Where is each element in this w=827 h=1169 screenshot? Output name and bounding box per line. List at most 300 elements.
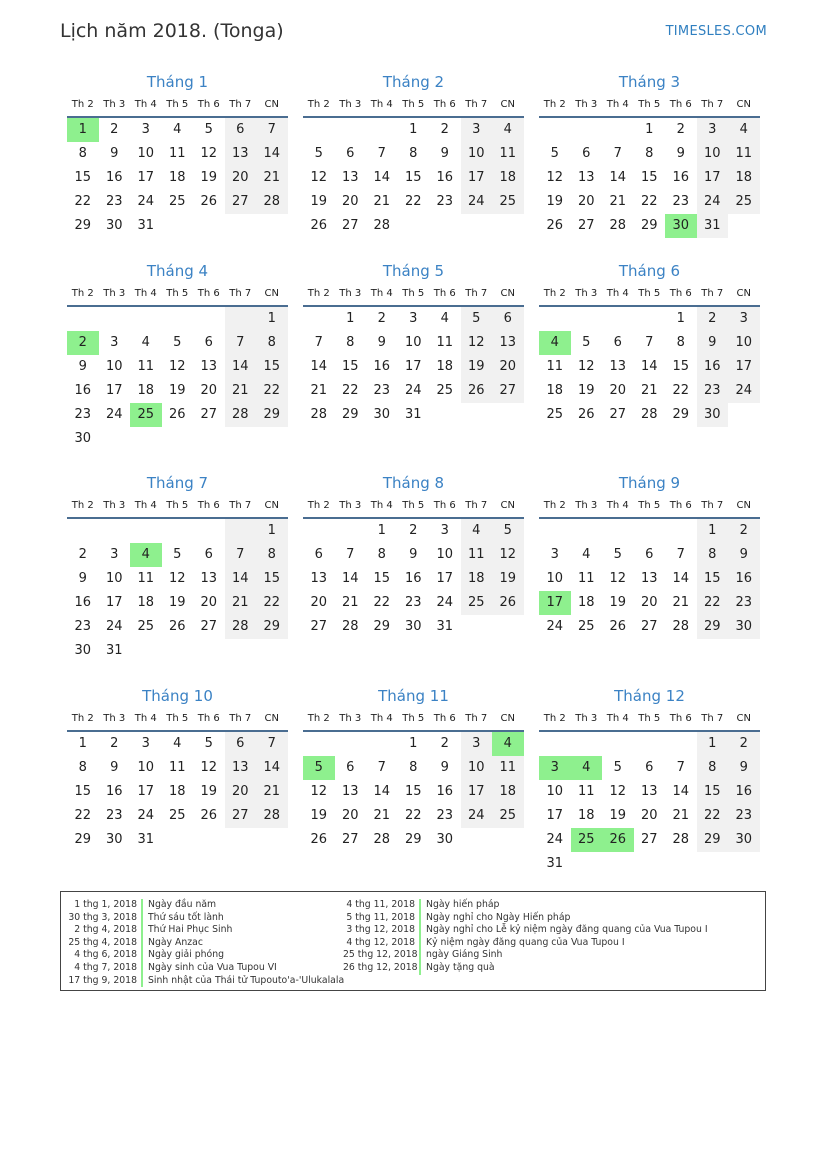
day-cell: 17 <box>728 355 760 379</box>
day-grid <box>539 307 760 427</box>
empty-cell <box>492 403 524 427</box>
day-cell: 3 <box>110 335 119 350</box>
day-cell: 23 <box>672 194 690 209</box>
empty-cell <box>571 732 603 756</box>
day-cell: 19 <box>200 784 218 799</box>
day-cell: 25 <box>436 383 454 398</box>
empty-cell <box>162 828 194 852</box>
weekday-label: Th 7 <box>229 288 252 299</box>
day-cell: 27 <box>640 832 658 847</box>
day-cell: 16 <box>672 170 690 185</box>
empty-cell <box>366 732 398 756</box>
weekday-label: Th 3 <box>339 713 362 724</box>
weekday-label: Th 6 <box>197 99 220 110</box>
legend-date: 25 thg 12, 2018 <box>343 949 421 962</box>
day-cell: 16 <box>728 567 760 591</box>
day-cell: 23 <box>404 595 422 610</box>
day-cell: 1 <box>78 736 87 751</box>
weekday-header <box>303 283 524 307</box>
day-cell: 29 <box>697 828 729 852</box>
day-cell: 2 <box>440 122 449 137</box>
day-cell: 30 <box>436 832 454 847</box>
day-cell: 5 <box>492 519 524 543</box>
day-cell: 23 <box>697 379 729 403</box>
day-cell: 4 <box>728 118 760 142</box>
day-cell: 8 <box>256 331 288 355</box>
weekday-label: Th 7 <box>701 500 724 511</box>
day-cell: 29 <box>74 218 92 233</box>
day-cell: 15 <box>256 355 288 379</box>
empty-cell <box>571 118 603 142</box>
legend-date: 4 thg 12, 2018 <box>343 937 421 950</box>
day-cell: 31 <box>404 407 422 422</box>
day-cell: 12 <box>461 331 493 355</box>
site-link[interactable]: TIMESLES.COM <box>665 24 767 39</box>
day-cell: 6 <box>225 732 257 756</box>
day-cell: 28 <box>225 615 257 639</box>
legend-date: 17 thg 9, 2018 <box>65 975 143 988</box>
day-cell: 8 <box>409 760 418 775</box>
day-cell: 28 <box>373 832 391 847</box>
empty-cell <box>634 852 666 876</box>
day-cell: 9 <box>78 359 87 374</box>
day-cell: 9 <box>728 756 760 780</box>
day-cell: 29 <box>373 619 391 634</box>
empty-cell <box>193 519 225 543</box>
weekday-label: Th 2 <box>307 713 330 724</box>
holiday-legend <box>60 891 766 991</box>
day-cell: 3 <box>697 118 729 142</box>
day-cell: 17 <box>436 571 454 586</box>
day-cell: 13 <box>200 571 218 586</box>
day-cell: 24 <box>546 619 564 634</box>
day-cell: 17 <box>137 784 155 799</box>
weekday-label: Th 5 <box>638 288 661 299</box>
empty-cell <box>398 214 430 238</box>
day-cell: 22 <box>697 804 729 828</box>
day-cell: 2 <box>78 547 87 562</box>
day-cell: 6 <box>204 547 213 562</box>
legend-holiday-name: Ngày sinh của Vua Tupou VI <box>148 961 277 973</box>
day-cell: 21 <box>225 591 257 615</box>
day-cell: 11 <box>577 784 595 799</box>
day-cell: 21 <box>341 595 359 610</box>
day-cell: 18 <box>492 780 524 804</box>
legend-row <box>343 899 708 912</box>
day-cell: 5 <box>582 335 591 350</box>
day-cell: 18 <box>577 808 595 823</box>
day-cell: 3 <box>440 523 449 538</box>
day-cell: 11 <box>492 142 524 166</box>
weekday-label: Th 5 <box>402 713 425 724</box>
empty-cell <box>256 828 288 852</box>
weekday-label: Th 2 <box>543 500 566 511</box>
legend-row <box>65 937 344 950</box>
day-cell: 24 <box>137 194 155 209</box>
weekday-label: Th 4 <box>606 500 629 511</box>
empty-cell <box>602 852 634 876</box>
day-cell: 29 <box>74 832 92 847</box>
empty-cell <box>571 852 603 876</box>
day-cell: 4 <box>173 736 182 751</box>
day-cell: 11 <box>168 760 186 775</box>
day-cell: 31 <box>546 856 564 871</box>
day-cell: 19 <box>168 595 186 610</box>
legend-column-left <box>65 899 344 987</box>
empty-cell <box>728 403 760 427</box>
month-block <box>67 684 288 852</box>
day-cell: 16 <box>697 355 729 379</box>
empty-cell <box>256 214 288 238</box>
day-cell: 28 <box>341 619 359 634</box>
empty-cell <box>461 403 493 427</box>
weekday-label: Th 4 <box>370 288 393 299</box>
day-cell: 2 <box>728 519 760 543</box>
day-cell: 10 <box>105 571 123 586</box>
day-cell: 26 <box>609 619 627 634</box>
weekday-header <box>303 495 524 519</box>
legend-row <box>65 949 344 962</box>
month-block <box>303 259 524 427</box>
day-grid <box>67 307 288 451</box>
weekday-label: CN <box>500 713 515 724</box>
day-cell: 27 <box>310 619 328 634</box>
legend-row <box>343 937 708 950</box>
weekday-label: Th 5 <box>402 288 425 299</box>
day-cell: 24 <box>461 190 493 214</box>
day-cell: 17 <box>539 591 571 615</box>
day-cell: 25 <box>461 591 493 615</box>
weekday-label: CN <box>736 500 751 511</box>
day-cell: 30 <box>665 214 697 238</box>
day-cell: 4 <box>582 547 591 562</box>
day-cell: 10 <box>697 142 729 166</box>
weekday-label: Th 6 <box>433 288 456 299</box>
empty-cell <box>461 214 493 238</box>
month-name: Tháng 10 <box>142 687 213 705</box>
day-cell: 26 <box>602 828 634 852</box>
day-cell: 4 <box>173 122 182 137</box>
month-block <box>303 70 524 238</box>
day-cell: 20 <box>609 383 627 398</box>
day-cell: 26 <box>577 407 595 422</box>
day-cell: 23 <box>373 383 391 398</box>
weekday-label: Th 5 <box>638 99 661 110</box>
day-cell: 27 <box>341 832 359 847</box>
day-cell: 12 <box>200 146 218 161</box>
weekday-label: Th 2 <box>543 288 566 299</box>
empty-cell <box>602 118 634 142</box>
day-cell: 17 <box>461 780 493 804</box>
day-cell: 15 <box>74 170 92 185</box>
legend-holiday-name: Ngày tặng quà <box>426 961 495 973</box>
day-cell: 23 <box>728 804 760 828</box>
day-cell: 15 <box>404 170 422 185</box>
weekday-header <box>67 94 288 118</box>
day-cell: 29 <box>256 615 288 639</box>
day-cell: 24 <box>137 808 155 823</box>
day-cell: 8 <box>78 146 87 161</box>
empty-cell <box>728 852 760 876</box>
weekday-label: Th 6 <box>197 500 220 511</box>
day-cell: 27 <box>200 619 218 634</box>
day-cell: 9 <box>728 543 760 567</box>
month-name: Tháng 8 <box>382 474 445 492</box>
day-cell: 30 <box>74 643 92 658</box>
day-cell: 10 <box>546 784 564 799</box>
day-cell: 4 <box>141 335 150 350</box>
day-cell: 12 <box>609 571 627 586</box>
day-cell: 20 <box>341 808 359 823</box>
day-cell: 4 <box>461 519 493 543</box>
day-cell: 20 <box>640 595 658 610</box>
weekday-header <box>539 495 760 519</box>
weekday-label: CN <box>736 288 751 299</box>
empty-cell <box>634 519 666 543</box>
empty-cell <box>303 307 335 331</box>
day-cell: 7 <box>256 118 288 142</box>
legend-date: 3 thg 12, 2018 <box>343 924 421 937</box>
day-cell: 27 <box>225 804 257 828</box>
empty-cell <box>225 519 257 543</box>
weekday-label: Th 5 <box>166 99 189 110</box>
day-cell: 4 <box>492 732 524 756</box>
day-cell: 17 <box>461 166 493 190</box>
weekday-header <box>539 283 760 307</box>
day-cell: 29 <box>640 218 658 233</box>
day-grid <box>303 118 524 238</box>
day-cell: 17 <box>105 383 123 398</box>
empty-cell <box>193 427 225 451</box>
day-cell: 18 <box>728 166 760 190</box>
empty-cell <box>130 427 162 451</box>
day-cell: 12 <box>577 359 595 374</box>
day-cell: 4 <box>440 311 449 326</box>
day-cell: 21 <box>256 166 288 190</box>
weekday-label: Th 6 <box>197 713 220 724</box>
day-cell: 9 <box>676 146 685 161</box>
legend-row <box>65 975 344 988</box>
day-cell: 9 <box>409 547 418 562</box>
day-cell: 14 <box>640 359 658 374</box>
day-cell: 27 <box>577 218 595 233</box>
day-cell: 8 <box>697 543 729 567</box>
day-cell: 7 <box>613 146 622 161</box>
weekday-label: CN <box>500 288 515 299</box>
day-cell: 14 <box>609 170 627 185</box>
month-name: Tháng 3 <box>618 73 681 91</box>
month-block <box>303 684 524 852</box>
day-cell: 11 <box>137 571 155 586</box>
legend-date: 4 thg 11, 2018 <box>343 899 421 912</box>
weekday-label: Th 4 <box>370 500 393 511</box>
day-cell: 15 <box>697 780 729 804</box>
empty-cell <box>492 214 524 238</box>
day-cell: 5 <box>613 547 622 562</box>
day-cell: 23 <box>436 808 454 823</box>
legend-row <box>65 899 344 912</box>
day-grid <box>67 732 288 852</box>
day-cell: 25 <box>137 619 155 634</box>
day-cell: 9 <box>110 146 119 161</box>
empty-cell <box>162 519 194 543</box>
day-cell: 7 <box>346 547 355 562</box>
weekday-label: Th 2 <box>307 288 330 299</box>
weekday-label: CN <box>736 713 751 724</box>
day-cell: 17 <box>137 170 155 185</box>
day-cell: 1 <box>409 122 418 137</box>
day-cell: 22 <box>672 383 690 398</box>
day-cell: 12 <box>609 784 627 799</box>
day-cell: 25 <box>168 194 186 209</box>
day-cell: 2 <box>110 122 119 137</box>
day-cell: 5 <box>204 736 213 751</box>
day-cell: 22 <box>373 595 391 610</box>
weekday-label: Th 4 <box>370 713 393 724</box>
day-cell: 10 <box>105 359 123 374</box>
day-cell: 25 <box>577 619 595 634</box>
weekday-label: Th 3 <box>103 288 126 299</box>
day-cell: 27 <box>341 218 359 233</box>
day-cell: 11 <box>546 359 564 374</box>
day-cell: 3 <box>461 118 493 142</box>
empty-cell <box>335 732 367 756</box>
day-cell: 28 <box>256 804 288 828</box>
day-cell: 9 <box>440 146 449 161</box>
day-cell: 7 <box>377 146 386 161</box>
weekday-label: CN <box>264 713 279 724</box>
weekday-label: Th 4 <box>370 99 393 110</box>
empty-cell <box>193 214 225 238</box>
empty-cell <box>602 307 634 331</box>
day-cell: 14 <box>672 784 690 799</box>
day-cell: 18 <box>546 383 564 398</box>
day-cell: 28 <box>609 218 627 233</box>
day-cell: 3 <box>550 547 559 562</box>
day-cell: 29 <box>672 407 690 422</box>
empty-cell <box>67 519 99 543</box>
weekday-header <box>67 283 288 307</box>
day-cell: 13 <box>225 142 257 166</box>
day-cell: 10 <box>137 760 155 775</box>
day-cell: 26 <box>546 218 564 233</box>
day-cell: 24 <box>728 379 760 403</box>
day-cell: 16 <box>74 595 92 610</box>
day-cell: 25 <box>728 190 760 214</box>
weekday-label: Th 3 <box>575 288 598 299</box>
empty-cell <box>429 403 461 427</box>
legend-holiday-name: Ngày nghỉ cho Ngày Hiến pháp <box>426 911 571 923</box>
day-cell: 4 <box>130 543 162 567</box>
day-cell: 5 <box>173 547 182 562</box>
legend-holiday-name: Ngày nghỉ cho Lễ kỷ niệm ngày đăng quang của Vua Tupou I <box>426 924 708 936</box>
weekday-label: CN <box>736 99 751 110</box>
day-grid <box>303 307 524 427</box>
day-cell: 12 <box>200 760 218 775</box>
day-cell: 20 <box>341 194 359 209</box>
day-cell: 5 <box>613 760 622 775</box>
weekday-label: Th 5 <box>638 713 661 724</box>
legend-holiday-name: Ngày giải phóng <box>148 949 225 961</box>
day-cell: 16 <box>436 170 454 185</box>
weekday-label: Th 2 <box>307 500 330 511</box>
day-cell: 9 <box>377 335 386 350</box>
weekday-header <box>539 94 760 118</box>
day-cell: 3 <box>539 756 571 780</box>
month-block <box>539 70 760 238</box>
day-cell: 3 <box>110 547 119 562</box>
empty-cell <box>602 519 634 543</box>
weekday-label: Th 2 <box>71 500 94 511</box>
day-cell: 11 <box>137 359 155 374</box>
month-name: Tháng 2 <box>382 73 445 91</box>
day-cell: 12 <box>168 571 186 586</box>
day-cell: 19 <box>168 383 186 398</box>
empty-cell <box>461 828 493 852</box>
day-cell: 21 <box>373 194 391 209</box>
legend-holiday-name: Sinh nhật của Thái tử Tupouto'a-'Ulukalala <box>148 974 345 986</box>
empty-cell <box>225 307 257 331</box>
weekday-label: Th 5 <box>638 500 661 511</box>
weekday-header <box>303 708 524 732</box>
day-grid <box>303 519 524 639</box>
day-cell: 16 <box>105 170 123 185</box>
day-cell: 5 <box>173 335 182 350</box>
day-cell: 30 <box>105 832 123 847</box>
month-block <box>539 259 760 427</box>
day-cell: 7 <box>676 547 685 562</box>
day-cell: 26 <box>461 379 493 403</box>
day-cell: 10 <box>404 335 422 350</box>
month-block <box>67 259 288 451</box>
day-cell: 10 <box>461 756 493 780</box>
page-title: Lịch năm 2018. (Tonga) <box>60 20 284 42</box>
weekday-header <box>539 708 760 732</box>
weekday-label: Th 2 <box>543 99 566 110</box>
month-name: Tháng 12 <box>614 687 685 705</box>
legend-date: 5 thg 11, 2018 <box>343 912 421 925</box>
day-cell: 23 <box>74 619 92 634</box>
legend-column-right <box>343 899 708 975</box>
day-cell: 8 <box>645 146 654 161</box>
day-cell: 21 <box>256 780 288 804</box>
day-grid <box>303 732 524 852</box>
day-cell: 14 <box>672 571 690 586</box>
day-cell: 12 <box>168 359 186 374</box>
empty-cell <box>634 732 666 756</box>
legend-row <box>343 962 708 975</box>
weekday-label: CN <box>500 99 515 110</box>
day-cell: 12 <box>310 784 328 799</box>
day-cell: 16 <box>74 383 92 398</box>
empty-cell <box>728 214 760 238</box>
day-cell: 28 <box>310 407 328 422</box>
day-cell: 30 <box>728 615 760 639</box>
legend-row <box>343 912 708 925</box>
weekday-label: Th 3 <box>103 99 126 110</box>
month-block <box>539 684 760 876</box>
day-cell: 22 <box>404 194 422 209</box>
day-cell: 17 <box>546 808 564 823</box>
day-cell: 27 <box>200 407 218 422</box>
day-cell: 30 <box>697 403 729 427</box>
day-cell: 6 <box>346 146 355 161</box>
day-cell: 24 <box>697 190 729 214</box>
day-cell: 10 <box>461 142 493 166</box>
month-block <box>539 471 760 639</box>
day-cell: 5 <box>461 307 493 331</box>
day-cell: 20 <box>310 595 328 610</box>
